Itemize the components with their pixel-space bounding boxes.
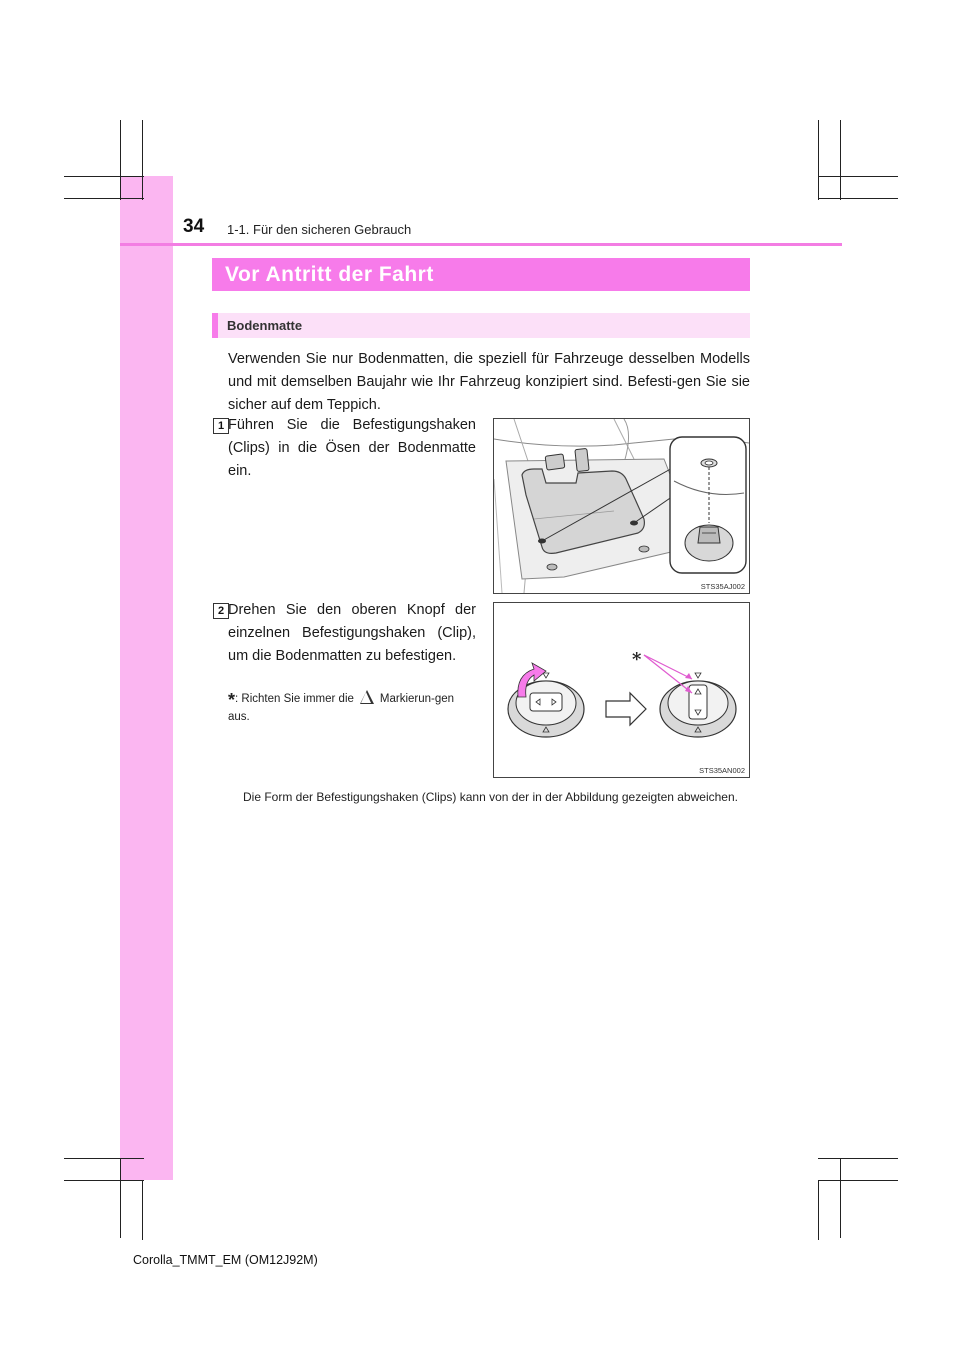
figure-floor-mat-clips — [493, 418, 750, 594]
clip-shape-footnote: Die Form der Befestigungshaken (Clips) kann von der in der Abbildung gezeigten abweichen. — [243, 790, 738, 804]
step-number-2: 2 — [213, 603, 229, 619]
floor-mat-illustration — [494, 419, 749, 593]
page-number: 34 — [183, 216, 205, 237]
alignment-note — [228, 690, 476, 726]
document-footer: Corolla_TMMT_EM (OM12J92M) — [133, 1253, 318, 1267]
subsection-heading: Bodenmatte — [227, 318, 303, 333]
figure-clip-rotation — [493, 602, 750, 778]
intro-paragraph: Verwenden Sie nur Bodenmatten, die speziell für Fahrzeuge desselben Modells und mit demselben Baujahr wie Ihr Fahrzeug konzipiert sind. Befesti-gen Sie sie sicher auf dem Teppich. — [228, 351, 750, 413]
page-title: Vor Antritt der Fahrt — [225, 263, 434, 286]
step-number-1: 1 — [213, 418, 229, 434]
header-rule — [120, 243, 842, 246]
side-margin-bar — [120, 176, 173, 1180]
step-text-1: Führen Sie die Befestigungshaken (Clips) in die Ösen der Bodenmatte ein. — [228, 417, 476, 479]
note-marker: * — [228, 690, 236, 710]
subsection-bar — [212, 313, 750, 338]
step-text-2: Drehen Sie den oberen Knopf der einzelnen Befestigungshaken (Clip), um die Bodenmatten zu befestigen. — [228, 602, 476, 664]
figure-code: STS35AJ002 — [700, 582, 745, 591]
section-title-bar — [212, 258, 750, 291]
figure-code: STS35AN002 — [699, 766, 745, 775]
clip-rotation-illustration — [494, 603, 749, 777]
note-text-before: : Richten Sie immer die — [235, 693, 354, 705]
breadcrumb: 1-1. Für den sicheren Gebrauch — [227, 222, 412, 237]
note-text-after: Markierun-gen aus. — [228, 693, 455, 723]
svg-text:*: * — [632, 649, 642, 670]
triangle-mark-icon — [360, 690, 374, 704]
